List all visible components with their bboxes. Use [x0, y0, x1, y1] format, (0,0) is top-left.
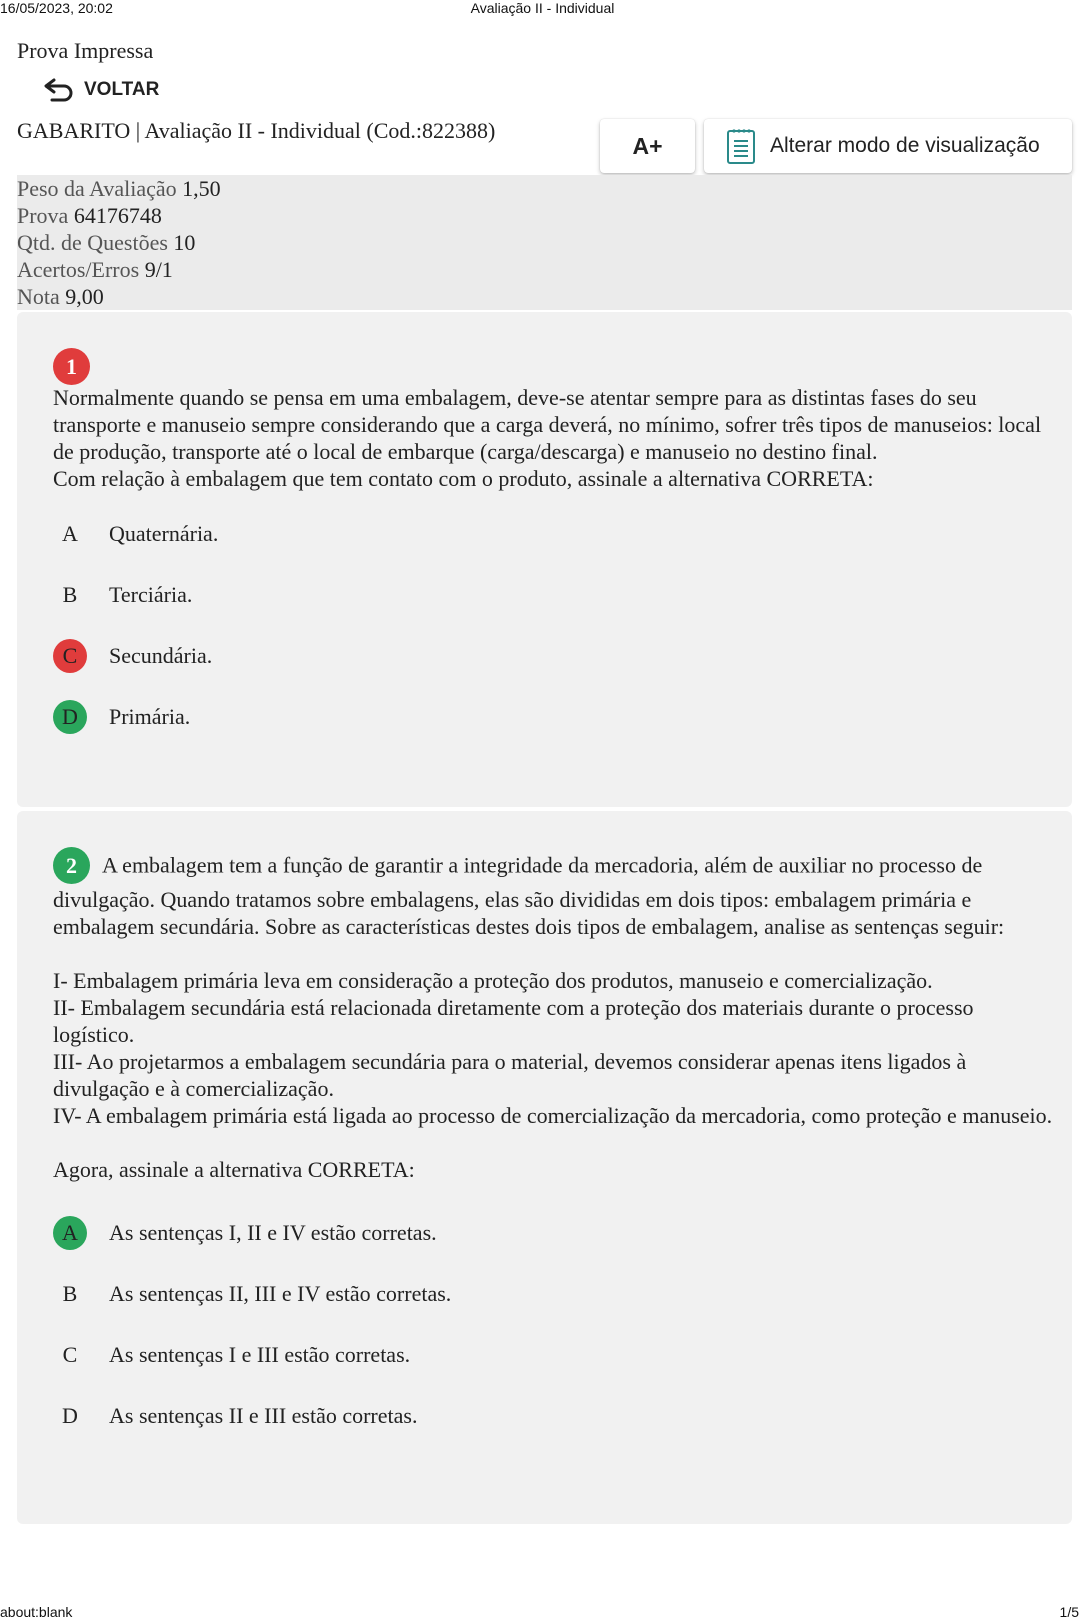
document-icon — [726, 127, 756, 165]
option-text: As sentenças II e III estão corretas. — [109, 1403, 418, 1428]
question-text: Normalmente quando se pensa em uma embalagem, deve-se atentar sempre para as distintas fases do seu transporte e manuseio sempre considerando que a carga deverá, no mínimo, sofrer três tipos de manuseios: local de produção, transporte até o local de embarque (carga/descarga) e manuseio no destino final. Com relação à embalagem que tem contato com o produto, assinale a alternativa CORRETA: — [53, 385, 1042, 491]
print-footer — [0, 1604, 1085, 1622]
option-letter: C — [62, 1342, 78, 1367]
summary-nota: Nota 9,00 — [17, 284, 104, 309]
question-card-2 — [17, 811, 1072, 1524]
option-d[interactable] — [53, 700, 190, 734]
option-a[interactable] — [53, 1216, 437, 1250]
option-text: Quaternária. — [109, 521, 219, 546]
option-text: As sentenças II, III e IV estão corretas. — [109, 1281, 452, 1306]
summary-prova: Prova 64176748 — [17, 203, 162, 228]
option-text: As sentenças I, II e IV estão corretas. — [109, 1220, 437, 1245]
gabarito-title: GABARITO | Avaliação II - Individual (Cod.:822388) — [17, 118, 496, 143]
print-tab-title: Avaliação II - Individual — [470, 0, 615, 16]
back-button[interactable] — [42, 76, 159, 104]
option-letter: B — [62, 1281, 78, 1306]
option-d[interactable] — [53, 1399, 417, 1433]
option-b[interactable] — [53, 1277, 451, 1311]
summary-acertos: Acertos/Erros 9/1 — [17, 257, 173, 282]
exam-summary — [17, 175, 1072, 310]
print-datetime: 16/05/2023, 20:02 — [0, 0, 113, 16]
option-letter: A — [62, 521, 78, 546]
view-mode-button[interactable] — [704, 119, 1072, 173]
print-page-number: 1/5 — [1059, 1604, 1079, 1620]
question-text: 2 A embalagem tem a função de garantir a integridade da mercadoria, além de auxiliar no processo de divulgação. Quando tratamos sobre embalagens, elas são divididas em dois tipos: embalagem primária e embalagem secundária. Sobre as características destes dois tipos de embalagem, analise as sentenças seguir: I- Embalagem primária leva em consideração a proteção dos produtos, manuseio e comercialização. II- Embalagem secundária está relacionada diretamente com a proteção dos materiais durante o processo logístico. III- Ao projetarmos a embalagem secundária para o material, devemos considerar apenas itens ligados à divulgação e à comercialização. IV- A embalagem primária está ligada ao processo de comercialização da mercadoria, como proteção e manuseio. Agora, assinale a alternativa CORRETA: — [53, 849, 1053, 1183]
option-letter: D — [62, 1403, 78, 1428]
page-title: Prova Impressa — [17, 38, 154, 63]
option-text: Secundária. — [109, 643, 213, 668]
print-url: about:blank — [0, 1604, 73, 1620]
increase-font-button[interactable]: A+ — [600, 119, 695, 173]
option-letter: B — [62, 582, 78, 607]
question-card-1 — [17, 312, 1072, 807]
summary-peso: Peso da Avaliação 1,50 — [17, 176, 221, 201]
option-text: Terciária. — [109, 582, 193, 607]
option-c[interactable] — [53, 1338, 410, 1372]
option-letter-wrong: C — [53, 639, 87, 673]
question-number-badge: 2 — [53, 847, 90, 884]
option-letter-correct: D — [53, 700, 87, 734]
back-label: VOLTAR — [84, 79, 160, 100]
option-text: As sentenças I e III estão corretas. — [109, 1342, 411, 1367]
question-number-badge: 1 — [53, 348, 90, 385]
option-text: Primária. — [109, 704, 191, 729]
print-header — [0, 0, 1085, 18]
option-c[interactable] — [53, 639, 212, 673]
option-a[interactable] — [53, 517, 218, 551]
option-b[interactable] — [53, 578, 192, 612]
view-mode-label: Alterar modo de visualização — [770, 134, 1040, 157]
summary-qtd: Qtd. de Questões 10 — [17, 230, 196, 255]
return-arrow-icon — [42, 76, 76, 104]
option-letter-correct: A — [53, 1216, 87, 1250]
